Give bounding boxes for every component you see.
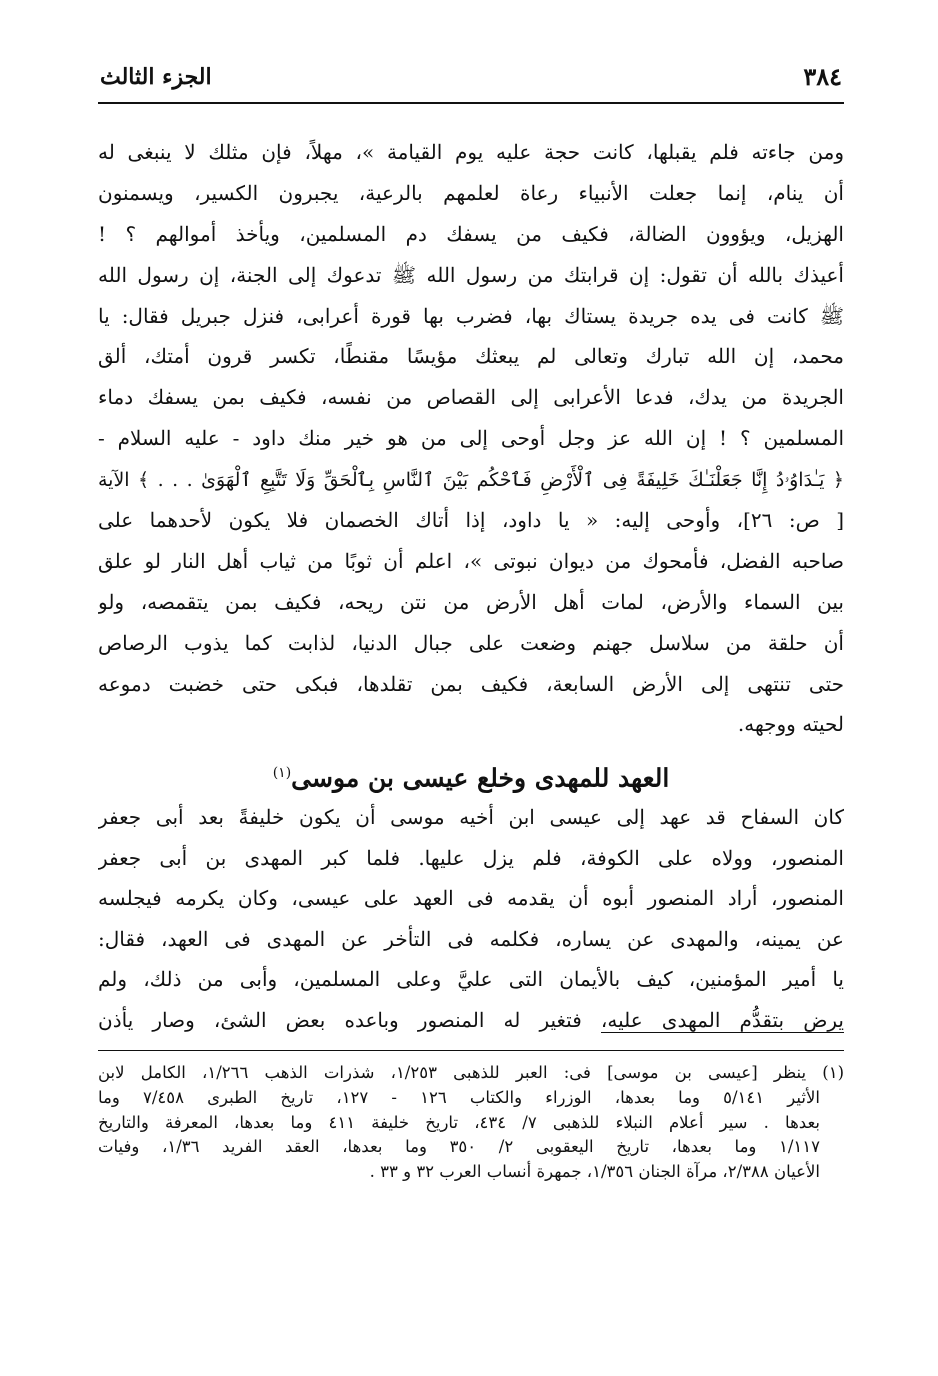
text-line: لحيته ووجهه. [737, 712, 844, 737]
text-line: أن ينام، إنما جعلت الأنبياء رعاة لعلمهم بالرعية، يجبرون الكسير، ويسمنون [98, 180, 844, 205]
footnote-separator [98, 1050, 844, 1051]
section-heading-text: العهد للمهدى وخلع عيسى بن موسى [291, 763, 670, 793]
footnote-line: الأثير ٥/١٤١ وما بعدها، الوزراء والكتاب ١٢٦ - ١٢٧، تاريخ الطبرى ٧/٤٥٨ وما [98, 1087, 820, 1107]
footnote-line: الأعيان ٢/٣٨٨، مرآة الجنان ١/٣٥٦، جمهرة أنساب العرب ٣٢ و ٣٣ . [369, 1161, 820, 1181]
footnote-line: ١/١١٧ وما بعدها، تاريخ اليعقوبى ٢/ ٣٥٠ وما بعدها، العقد الفريد ١/٣٦، وفيات [98, 1137, 820, 1157]
text-line: بين السماء والأرض، لمات أهل الأرض من نتن ريحه، فكيف بمن يتقمصه، ولو [98, 589, 844, 614]
text-line [98, 1000, 844, 1041]
text-line: عن يمينه، والمهدى عن يساره، فكلمه فى التأخر عن المهدى فى العهد، فقال: [98, 926, 844, 951]
footnote-line: بعدها . سير أعلام النبلاء للذهبى ٧/ ٤٣٤، تاريخ خليفة ٤١١ وما بعدها، المعرفة والتاريخ [98, 1112, 820, 1132]
text-line: صاحبه الفضل، فأمحوك من ديوان نبوتى »، اعلم أن ثوبًا من ثياب أهل النار لو علق [98, 548, 844, 573]
underlined-phrase: يرض بتقدُّم المهدى عليه، [600, 1007, 844, 1032]
footnote-line: (١) ينظر [عيسى بن موسى] فى: العبر للذهبى ١/٢٥٣، شذرات الذهب ١/٢٦٦، الكامل لابن [98, 1063, 844, 1083]
running-header [98, 58, 844, 104]
text-line: الجريدة من يدك، فدعا الأعرابى إلى القصاص من نفسه، فكيف بمن يسفك دماء [98, 385, 844, 410]
text-line: الهزيل، ويؤوون الضالة، فكيف من يسفك دم المسلمين، ويأخذ أموالهم ؟ ! [98, 221, 844, 246]
text-line: ﷺ كانت فى يده جريدة يستاك بها، فضرب بها قورة أعرابى، فنزل جبريل فقال: يا [98, 303, 844, 328]
page-number: ٣٨٤ [803, 62, 842, 91]
footnote-marker: (١) [272, 765, 292, 782]
part-title: الجزء الثالث [100, 64, 212, 90]
text-line: [ ص: ٢٦]، وأوحى إليه: « يا داود، إذا أتاك الخصمان فلا يكون لأحدهما على [98, 508, 844, 533]
quran-verse: ﴿ يَـٰدَاوُۥدُ إِنَّا جَعَلْنَـٰكَ خَلِيفَةً فِى ٱلْأَرْضِ فَٱحْكُم بَيْنَ ٱلنَّاسِ بِٱلْحَقِّ وَلَا تَتَّبِعِ ٱلْهَوَىٰ . . . ﴾ الآية [98, 469, 844, 492]
text-line: المسلمين ؟ ! إن الله عز وجل أوحى إلى من هو خير منك داود - عليه السلام - [98, 426, 844, 451]
main-text [98, 132, 844, 745]
text-line: ومن جاءته فلم يقبلها، كانت حجة عليه يوم القيامة »، مهلاً، فإن مثلك لا ينبغى له [98, 140, 844, 164]
footnotes [98, 1061, 844, 1184]
section-heading [98, 753, 844, 797]
text-line: المنصور، أراد المنصور أبوه أن يقدمه فى العهد على عيسى، وكان يكرمه فيجلسه [98, 886, 844, 911]
section-text [98, 797, 844, 1040]
quran-verse-line [98, 459, 844, 500]
text-line: أعيذك بالله أن تقول: إن قرابتك من رسول الله ﷺ تدعوك إلى الجنة، إن رسول الله [98, 262, 844, 287]
text-line: أن حلقة من سلاسل جهنم وضعت على جبال الدنيا، لذابت كما يذوب الرصاص [98, 630, 844, 655]
text-line: كان السفاح قد عهد إلى عيسى ابن أخيه موسى أن يكون خليفةً بعد أبى جعفر [98, 805, 844, 830]
text-line: محمد، إن الله تبارك وتعالى لم يبعثك مؤيسًا مقنطًا، تكسر قرون أمتك، ألق [98, 344, 844, 369]
text-line: حتى تنتهى إلى الأرض السابعة، فكيف بمن تقلدها، فبكى حتى خضبت دموعه [98, 671, 844, 696]
text-line: المنصور، وولاه على الكوفة، فلم يزل عليها. فلما كبر المهدى بن أبى جعفر [98, 845, 844, 870]
book-page [98, 58, 844, 1184]
text-line-rest: فتغير له المنصور وباعده بعض الشئ، وصار يأذن [98, 1007, 601, 1032]
text-line: يا أمير المؤمنين، كيف بالأيمان التى عليَّ وعلى المسلمين، وأبى من ذلك، ولم [98, 967, 844, 992]
